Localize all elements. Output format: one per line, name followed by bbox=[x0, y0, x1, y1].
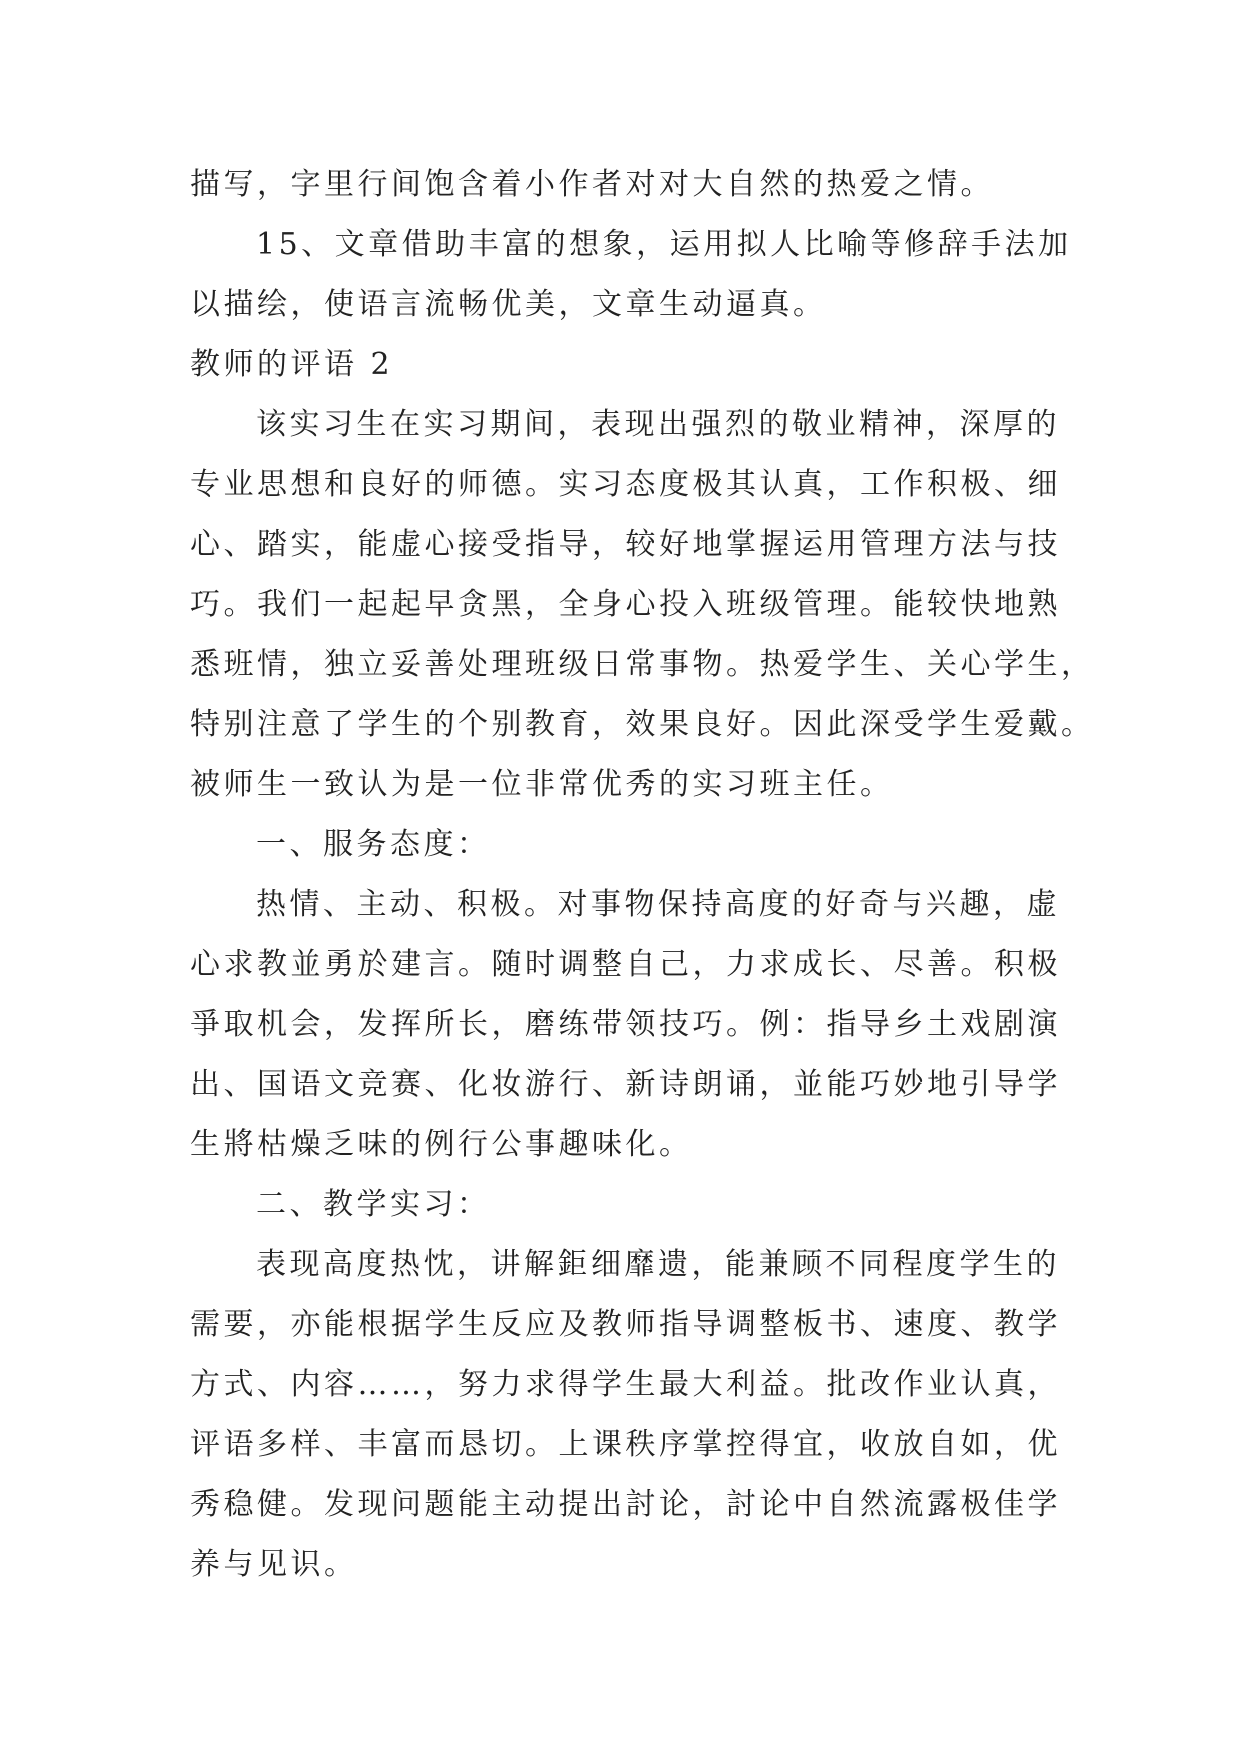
text-line: 方式、内容……，努力求得学生最大利益。批改作业认真， bbox=[190, 1367, 1061, 1402]
document-page bbox=[190, 155, 1095, 1595]
subsection-heading: 二、教学实习： bbox=[256, 1187, 491, 1222]
text-line: 心、踏实，能虚心接受指导，较好地掌握运用管理方法与技 bbox=[190, 527, 1061, 562]
text-line: 表现高度热忱，讲解鉅细靡遗，能兼顾不同程度学生的 bbox=[256, 1247, 1060, 1282]
text-line: 特别注意了学生的个别教育，效果良好。因此深受学生爱戴。 bbox=[190, 707, 1095, 742]
text-line: 巧。我们一起起早贪黑，全身心投入班级管理。能较快地熟 bbox=[190, 587, 1061, 622]
text-line: 专业思想和良好的师德。实习态度极其认真，工作积极、细 bbox=[190, 467, 1061, 502]
text-line: 以描绘，使语言流畅优美，文章生动逼真。 bbox=[190, 287, 827, 322]
text-line: 评语多样、丰富而恳切。上课秩序掌控得宜，收放自如，优 bbox=[190, 1427, 1061, 1462]
text-line: 热情、主动、积极。对事物保持高度的好奇与兴趣，虚 bbox=[256, 887, 1060, 922]
subsection-heading: 一、服务态度： bbox=[256, 827, 491, 862]
text-line: 养与见识。 bbox=[190, 1547, 358, 1582]
text-line: 爭取机会，发挥所长，磨练带领技巧。例：指导乡土戏剧演 bbox=[190, 1007, 1061, 1042]
text-line: 悉班情，独立妥善处理班级日常事物。热爱学生、关心学生， bbox=[190, 647, 1095, 682]
text-line: 被师生一致认为是一位非常优秀的实习班主任。 bbox=[190, 767, 894, 802]
text-line: 生將枯燥乏味的例行公事趣味化。 bbox=[190, 1127, 693, 1162]
text-line: 该实习生在实习期间，表现出强烈的敬业精神，深厚的 bbox=[256, 407, 1060, 442]
section-heading: 教师的评语 2 bbox=[190, 347, 394, 382]
text-line: 出、国语文竞赛、化妆游行、新诗朗诵，並能巧妙地引导学 bbox=[190, 1067, 1061, 1102]
text-line: 15、文章借助丰富的想象，运用拟人比喻等修辞手法加 bbox=[256, 227, 1072, 262]
text-line: 描写，字里行间饱含着小作者对对大自然的热爱之情。 bbox=[190, 167, 994, 202]
text-line: 心求教並勇於建言。随时调整自己，力求成长、尽善。积极 bbox=[190, 947, 1061, 982]
text-line: 秀稳健。发现问题能主动提出討论，討论中自然流露极佳学 bbox=[190, 1487, 1061, 1522]
text-line: 需要，亦能根据学生反应及教师指导调整板书、速度、教学 bbox=[190, 1307, 1061, 1342]
